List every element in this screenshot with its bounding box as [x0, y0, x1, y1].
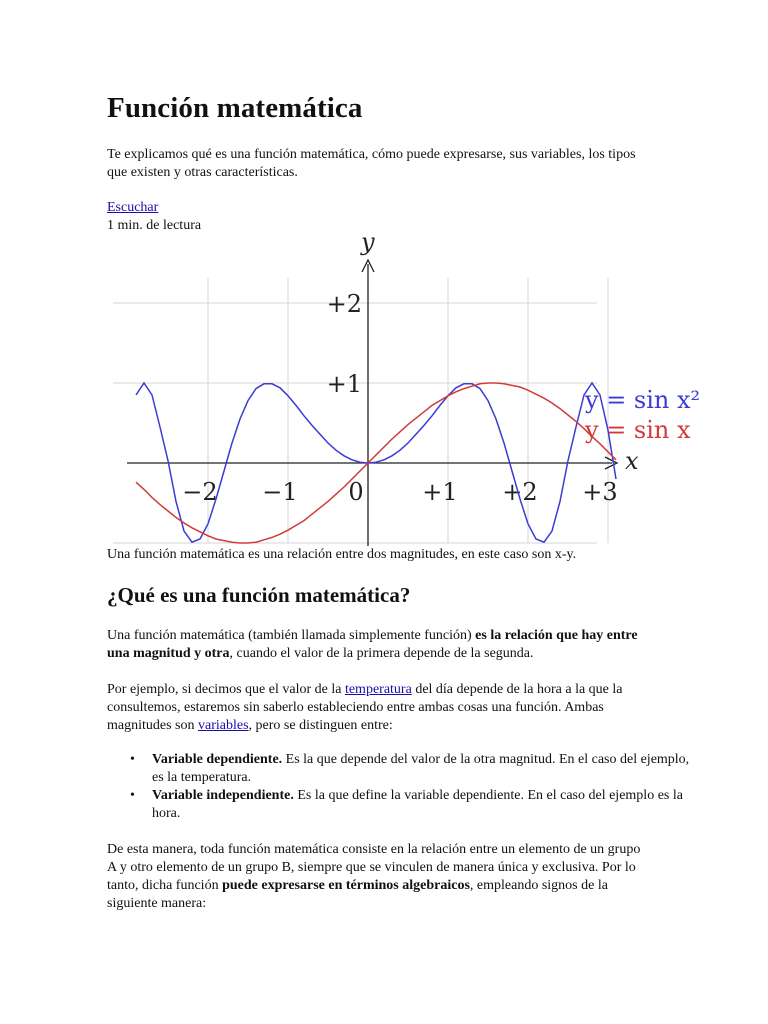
variable-list	[107, 751, 702, 823]
bullet-icon: •	[130, 788, 135, 803]
x-tick-label: +1	[422, 478, 458, 506]
paragraph-1	[107, 627, 652, 663]
function-chart	[107, 228, 705, 550]
x-tick-label: −2	[182, 478, 218, 506]
bullet-icon: •	[130, 752, 135, 767]
list-item-text: Es la que depende del valor de la otra magnitud. En el caso del ejemplo, es la temperatura.	[152, 752, 690, 785]
x-tick-label: +2	[502, 478, 538, 506]
listen-row	[107, 199, 158, 217]
y-axis-label: y	[361, 228, 375, 256]
paragraph-1-text-b: , cuando el valor de la primera depende de la segunda.	[229, 646, 534, 661]
list-item-bold: Variable independiente.	[152, 788, 294, 803]
listen-link[interactable]: Escuchar	[107, 200, 159, 215]
paragraph-2-text-c: , pero se distinguen entre:	[248, 718, 393, 733]
figure-caption: Una función matemática es una relación entre dos magnitudes, en este caso son x-y.	[107, 547, 577, 562]
list-item-bold: Variable dependiente.	[152, 752, 283, 767]
list-item-text: Es la que define la variable dependiente. En el caso del ejemplo es la hora.	[152, 788, 683, 821]
x-tick-label: 0	[348, 478, 364, 506]
paragraph-2-text-b: del día depende de la hora a la que la consultemos, estaremos sin saberlo estableciendo entre ambas cosas una función. Ambas magnitudes son	[107, 682, 623, 733]
x-axis-label: x	[625, 447, 639, 475]
legend-entry-sin-x: y = sin x	[585, 416, 691, 444]
page-title: Función matemática	[107, 92, 363, 124]
x-tick-label: +3	[582, 478, 618, 506]
x-tick-label: −1	[262, 478, 298, 506]
paragraph-2	[107, 681, 652, 735]
paragraph-3-text-b: , empleando signos de la siguiente manera:	[107, 878, 608, 911]
legend-entry-sin-x-squared: y = sin x²	[585, 386, 701, 414]
paragraph-3-text-a: De esta manera, toda función matemática consiste en la relación entre un elemento de un grupo A y otro elemento de un grupo B, siempre que se vinculen de manera única y exclusiva. Por lo tanto, dicha función	[107, 842, 641, 893]
paragraph-3-bold: puede expresarse en términos algebraicos	[222, 878, 470, 893]
paragraph-1-bold: es la relación que hay entre una magnitud y otra	[107, 628, 638, 661]
section-heading: ¿Qué es una función matemática?	[107, 583, 411, 607]
read-time: 1 min. de lectura	[107, 218, 202, 233]
paragraph-2-text-a: Por ejemplo, si decimos que el valor de la	[107, 682, 345, 697]
list-item	[130, 751, 702, 787]
paragraph-1-text-a: Una función matemática (también llamada simplemente función)	[107, 628, 476, 643]
list-item	[130, 787, 702, 823]
variables-link[interactable]: variables	[198, 718, 249, 733]
intro-paragraph: Te explicamos qué es una función matemática, cómo puede expresarse, sus variables, los tipos que existen y otras características.	[107, 147, 636, 180]
y-tick-label: +2	[326, 290, 362, 318]
temperatura-link[interactable]: temperatura	[344, 682, 412, 697]
paragraph-3	[107, 841, 652, 913]
y-tick-label: +1	[326, 370, 362, 398]
